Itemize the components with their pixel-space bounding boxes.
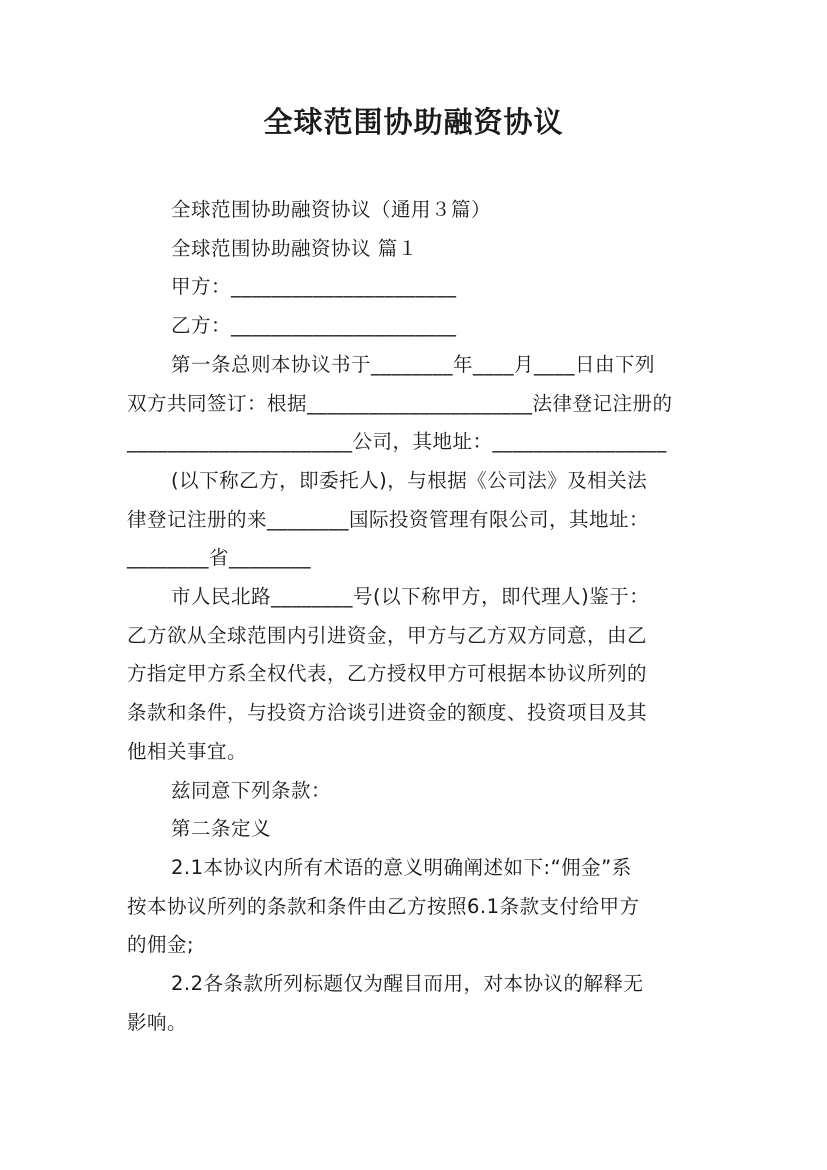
paragraph xyxy=(127,268,712,307)
paragraph-line: 2.2各条款所列标题仅为醒目而用，对本协议的解释无 xyxy=(171,972,644,996)
paragraph-line: 乙方：______________________ xyxy=(171,314,457,338)
paragraph xyxy=(127,346,712,462)
paragraph xyxy=(127,810,712,849)
paragraph-line: 兹同意下列条款： xyxy=(171,778,332,802)
document-title: 全球范围协助融资协议 xyxy=(263,105,564,139)
paragraph-line: 市人民北路________号(以下称甲方，即代理人)鉴于： xyxy=(171,585,650,609)
paragraph-line: 乙方欲从全球范围内引进资金，甲方与乙方双方同意，由乙 xyxy=(127,623,648,647)
paragraph-line: 第一条总则本协议书于________年____月____日由下列 xyxy=(171,352,656,376)
paragraph-line: 双方共同签订：根据______________________法律登记注册的 xyxy=(127,391,673,415)
paragraph-line: 他相关事宜。 xyxy=(127,739,248,763)
paragraph xyxy=(127,191,712,230)
paragraph-line: 条款和条件，与投资方洽谈引进资金的额度、投资项目及其 xyxy=(127,701,648,725)
paragraph-line: (以下称乙方，即委托人)，与根据《公司法》及相关法 xyxy=(171,468,648,492)
paragraph-line: 甲方：______________________ xyxy=(171,275,457,299)
paragraph xyxy=(127,772,712,811)
paragraph-line: ________省________ xyxy=(127,546,312,570)
paragraph xyxy=(127,849,712,965)
paragraph-line: 的佣金; xyxy=(127,933,195,957)
paragraph-line: 第二条定义 xyxy=(171,817,272,841)
paragraph-line: 按本协议所列的条款和条件由乙方按照6.1条款支付给甲方 xyxy=(127,894,640,918)
paragraph xyxy=(127,462,712,578)
paragraph-line: 方指定甲方系全权代表，乙方授权甲方可根据本协议所列的 xyxy=(127,662,648,686)
paragraph xyxy=(127,307,712,346)
paragraph xyxy=(127,578,712,772)
paragraph xyxy=(127,230,712,269)
document-body xyxy=(127,191,712,1042)
paragraph-line: 影响。 xyxy=(127,1010,188,1034)
paragraph xyxy=(127,965,712,1042)
paragraph-line: 律登记注册的来________国际投资管理有限公司，其地址： xyxy=(127,507,650,531)
paragraph-line: 全球范围协助融资协议（通用３篇） xyxy=(171,198,492,221)
paragraph-line: ______________________公司，其地址：_________________ xyxy=(127,430,667,454)
paragraph-line: 2.1本协议内所有术语的意义明确阐述如下:“佣金”系 xyxy=(171,855,632,879)
paragraph-line: 全球范围协助融资协议 篇１ xyxy=(171,236,418,260)
